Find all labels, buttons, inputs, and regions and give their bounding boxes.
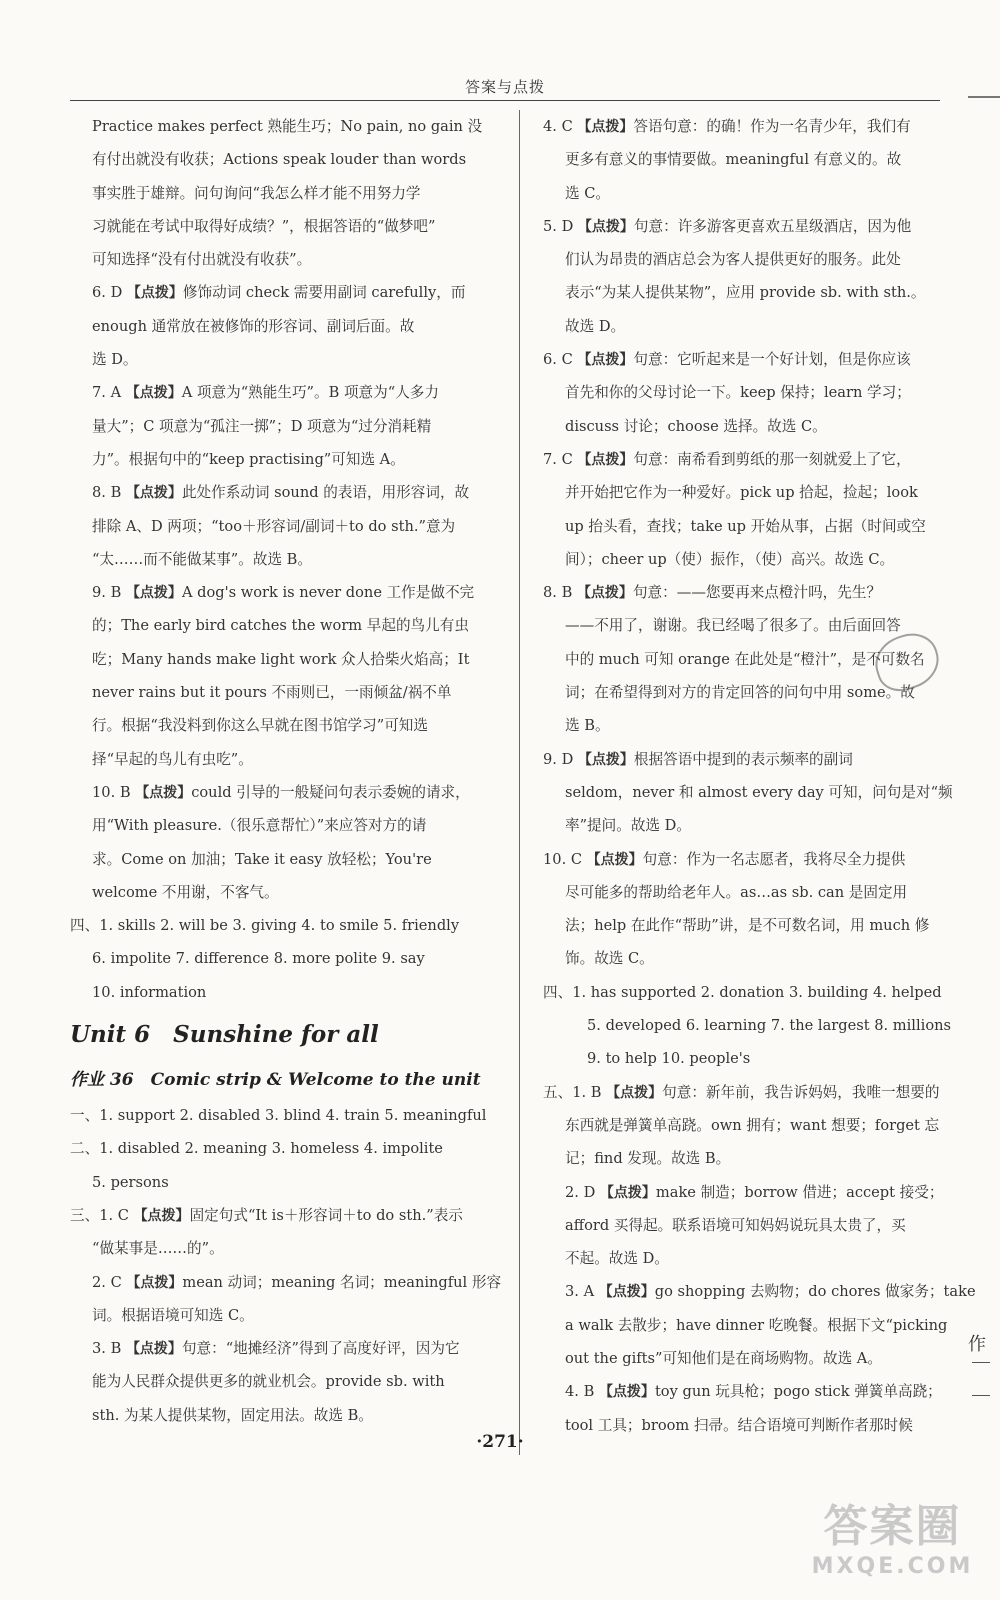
watermark-en: MXQE.COM bbox=[811, 1554, 974, 1579]
tip-label: 【点拨】 bbox=[125, 485, 182, 502]
text-line: 可知选择“没有付出就没有收获”。 bbox=[92, 251, 312, 269]
text-line: 3. B 【点拨】句意：“地摊经济”得到了高度好评，因为它 bbox=[92, 1340, 460, 1358]
text-line: 四、1. has supported 2. donation 3. building 4. helped bbox=[543, 983, 942, 1001]
left-column bbox=[70, 110, 500, 1432]
text-line: 一、1. support 2. disabled 3. blind 4. train 5. meaningful bbox=[70, 1107, 487, 1125]
text-line: 9. B 【点拨】A dog's work is never done 工作是做不完 bbox=[92, 584, 475, 602]
tip-label: 【点拨】 bbox=[133, 1207, 190, 1224]
watermark-logo bbox=[800, 1500, 985, 1596]
header-rule bbox=[70, 100, 940, 101]
text-line: 二、1. disabled 2. meaning 3. homeless 4. impolite bbox=[70, 1140, 443, 1158]
page-number: ·271· bbox=[476, 1432, 524, 1452]
text-line: enough 通常放在被修饰的形容词、副词后面。故 bbox=[92, 317, 415, 335]
text-line: 10. information bbox=[92, 983, 207, 1001]
text-line: 饰。故选 C。 bbox=[565, 950, 654, 968]
text-line: 7. A 【点拨】A 项意为“熟能生巧”。B 项意为“人多力 bbox=[92, 384, 439, 402]
text-line: out the gifts”可知他们是在商场购物。故选 A。 bbox=[565, 1349, 882, 1367]
tip-label: 【点拨】 bbox=[577, 352, 634, 369]
text-line: 表示“为某人提供某物”，应用 provide sb. with sth.。 bbox=[565, 284, 926, 302]
text-line: 法；help 在此作“帮助”讲，是不可数名词，用 much 修 bbox=[565, 917, 930, 935]
unit-title: Unit 6 Sunshine for all bbox=[70, 1021, 379, 1049]
text-line: 4. B 【点拨】toy gun 玩具枪；pogo stick 弹簧单高跷； bbox=[565, 1383, 942, 1401]
page-header: 答案与点拨 bbox=[464, 78, 545, 96]
text-line: 8. B 【点拨】此处作系动词 sound 的表语，用形容词，故 bbox=[92, 484, 470, 502]
text-line: 不起。故选 D。 bbox=[565, 1250, 669, 1268]
homework-title: 作业 36 Comic strip & Welcome to the unit bbox=[70, 1070, 481, 1091]
text-line: 四、1. skills 2. will be 3. giving 4. to smile 5. friendly bbox=[70, 917, 460, 935]
tip-label: 【点拨】 bbox=[598, 1284, 655, 1301]
text-line: 求。Come on 加油；Take it easy 放轻松；You're bbox=[92, 850, 432, 868]
tip-label: 【点拨】 bbox=[598, 1384, 655, 1401]
text-line: 9. D 【点拨】根据答语中提到的表示频率的副词 bbox=[543, 750, 853, 768]
right-column bbox=[543, 110, 976, 1442]
text-line: sth. 为某人提供某物，固定用法。故选 B。 bbox=[92, 1406, 373, 1424]
tip-label: 【点拨】 bbox=[125, 385, 182, 402]
text-line: 东西就是弹簧单高跷。own 拥有；want 想要；forget 忘 bbox=[565, 1116, 940, 1134]
text-line: 事实胜于雄辩。问句询问“我怎么样才能不用努力学 bbox=[92, 184, 421, 202]
text-line: 10. C 【点拨】句意：作为一名志愿者，我将尽全力提供 bbox=[543, 850, 906, 868]
tip-label: 【点拨】 bbox=[125, 1341, 182, 1358]
text-line: 择“早起的鸟儿有虫吃”。 bbox=[92, 750, 253, 768]
text-line: up 抬头看，查找；take up 开始从事，占据（时间或空 bbox=[565, 517, 926, 535]
text-line: 7. C 【点拨】句意：南希看到剪纸的那一刻就爱上了它， bbox=[543, 450, 911, 468]
text-line: 4. C 【点拨】答语句意：的确！作为一名青少年，我们有 bbox=[543, 118, 911, 135]
text-line: 间）；cheer up（使）振作，（使）高兴。故选 C。 bbox=[565, 550, 895, 568]
text-line: 能为人民群众提供更多的就业机会。provide sb. with bbox=[92, 1373, 445, 1391]
text-line: 3. A 【点拨】go shopping 去购物；do chores 做家务；take bbox=[565, 1283, 976, 1301]
tip-label: 【点拨】 bbox=[577, 751, 634, 768]
text-line: discuss 讨论；choose 选择。故选 C。 bbox=[565, 417, 827, 435]
text-line: 量大”；C 项意为“孤注一掷”；D 项意为“过分消耗精 bbox=[92, 417, 432, 435]
text-line: 2. D 【点拨】make 制造；borrow 借进；accept 接受； bbox=[565, 1183, 944, 1201]
text-line: 词；在希望得到对方的肯定回答的问句中用 some。故 bbox=[565, 684, 915, 702]
tip-label: 【点拨】 bbox=[586, 851, 643, 868]
column-divider bbox=[519, 110, 520, 1455]
text-line: 并开始把它作为一种爱好。pick up 拾起，捡起；look bbox=[565, 484, 918, 502]
tip-label: 【点拨】 bbox=[577, 218, 634, 235]
text-line: “做某事是……的”。 bbox=[92, 1240, 224, 1258]
tip-label: 【点拨】 bbox=[577, 119, 634, 135]
text-line: 选 D。 bbox=[92, 351, 138, 369]
text-line: Practice makes perfect 熟能生巧；No pain, no gain 没 bbox=[92, 118, 483, 135]
text-line: 有付出就没有收获；Actions speak louder than words bbox=[92, 151, 467, 169]
text-line: 中的 much 可知 orange 在此处是“橙汁”，是不可数名 bbox=[565, 650, 925, 668]
text-line: 2. C 【点拨】mean 动词；meaning 名词；meaningful 形容 bbox=[92, 1273, 502, 1291]
text-line: 故选 D。 bbox=[565, 317, 626, 335]
text-line: never rains but it pours 不雨则已，一雨倾盆/祸不单 bbox=[92, 684, 452, 702]
text-line: 更多有意义的事情要做。meaningful 有意义的。故 bbox=[565, 151, 902, 169]
text-line: 9. to help 10. people's bbox=[587, 1050, 751, 1068]
text-line: 习就能在考试中取得好成绩？”，根据答语的“做梦吧” bbox=[92, 217, 436, 235]
text-line: “太……而不能做某事”。故选 B。 bbox=[92, 550, 313, 568]
edge-mark bbox=[968, 96, 1000, 98]
text-line: 吃；Many hands make light work 众人拾柴火焰高；It bbox=[92, 650, 470, 668]
text-line: 率”提问。故选 D。 bbox=[565, 817, 691, 835]
text-line: 力”。根据句中的“keep practising”可知选 A。 bbox=[92, 450, 405, 468]
text-line: 词。根据语境可知选 C。 bbox=[92, 1306, 254, 1324]
text-line: 五、1. B 【点拨】句意：新年前，我告诉妈妈，我唯一想要的 bbox=[543, 1083, 940, 1101]
tip-label: 【点拨】 bbox=[125, 585, 182, 602]
text-line: 6. impolite 7. difference 8. more polite 9. say bbox=[92, 950, 425, 968]
text-line: tool 工具；broom 扫帚。结合语境可判断作者那时候 bbox=[565, 1416, 913, 1434]
text-line: 8. B 【点拨】句意：——您要再来点橙汁吗，先生？ bbox=[543, 584, 882, 602]
text-line: 首先和你的父母讨论一下。keep 保持；learn 学习； bbox=[565, 384, 911, 402]
text-line: 们认为昂贵的酒店总会为客人提供更好的服务。此处 bbox=[565, 251, 901, 269]
watermark-cn: 答案圈 bbox=[823, 1501, 962, 1552]
tip-label: 【点拨】 bbox=[577, 451, 634, 468]
text-line: a walk 去散步；have dinner 吃晚餐。根据下文“picking bbox=[565, 1316, 948, 1334]
text-line: 记；find 发现。故选 B。 bbox=[565, 1150, 731, 1168]
text-line: 5. developed 6. learning 7. the largest 8. millions bbox=[587, 1017, 951, 1035]
text-line: 6. D 【点拨】修饰动词 check 需要用副词 carefully，而 bbox=[92, 284, 466, 302]
text-line: ——不用了，谢谢。我已经喝了很多了。由后面回答 bbox=[565, 617, 901, 635]
text-line: 的；The early bird catches the worm 早起的鸟儿有虫 bbox=[92, 617, 469, 635]
text-line: 6. C 【点拨】句意：它听起来是一个好计划，但是你应该 bbox=[543, 351, 911, 369]
tip-label: 【点拨】 bbox=[135, 784, 192, 801]
tip-label: 【点拨】 bbox=[606, 1084, 663, 1101]
side-glyph: 作 bbox=[968, 1334, 986, 1355]
tip-label: 【点拨】 bbox=[576, 585, 633, 602]
text-line: 选 B。 bbox=[565, 717, 610, 735]
text-line: 三、1. C 【点拨】固定句式“It is＋形容词＋to do sth.”表示 bbox=[70, 1206, 463, 1224]
side-dash bbox=[972, 1362, 990, 1363]
text-line: 用“With pleasure.（很乐意帮忙）”来应答对方的请 bbox=[92, 817, 427, 835]
text-line: 5. persons bbox=[92, 1173, 169, 1191]
text-line: 选 C。 bbox=[565, 184, 610, 202]
text-line: 10. B 【点拨】could 引导的一般疑问句表示委婉的请求， bbox=[92, 783, 470, 801]
tip-label: 【点拨】 bbox=[126, 285, 183, 302]
text-line: 5. D 【点拨】句意：许多游客更喜欢五星级酒店，因为他 bbox=[543, 217, 912, 235]
text-line: 行。根据“我没料到你这么早就在图书馆学习”可知选 bbox=[92, 717, 428, 735]
tip-label: 【点拨】 bbox=[126, 1274, 183, 1291]
side-dash bbox=[972, 1395, 990, 1396]
text-line: seldom，never 和 almost every day 可知，问句是对“频 bbox=[565, 783, 953, 801]
text-line: welcome 不用谢，不客气。 bbox=[92, 883, 279, 901]
tip-label: 【点拨】 bbox=[599, 1184, 656, 1201]
text-line: 尽可能多的帮助给老年人。as…as sb. can 是固定用 bbox=[565, 883, 908, 901]
text-line: 排除 A、D 两项；“too＋形容词/副词＋to do sth.”意为 bbox=[92, 517, 456, 535]
text-line: afford 买得起。联系语境可知妈妈说玩具太贵了，买 bbox=[565, 1216, 906, 1234]
